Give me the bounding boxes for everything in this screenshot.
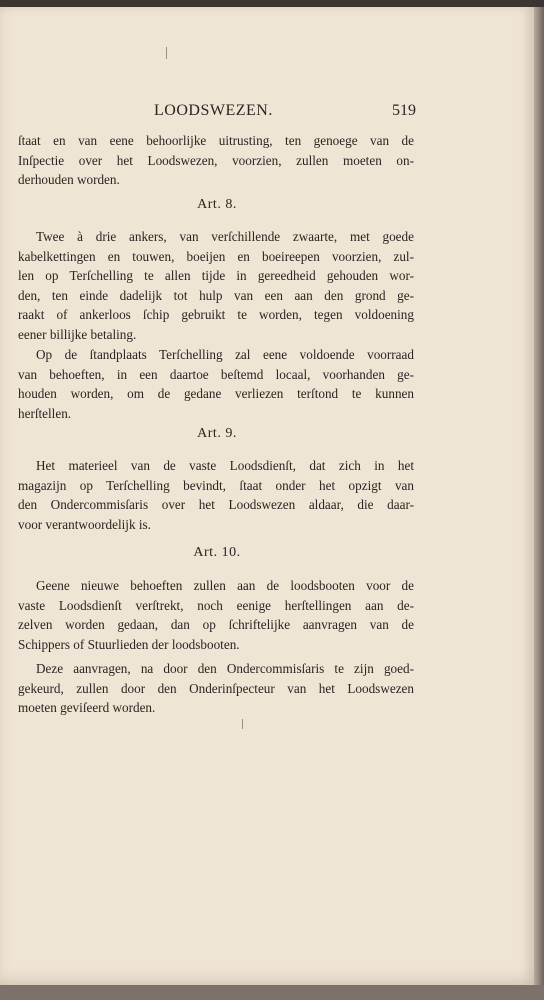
text-line: den Ondercommisſaris over het Loodswezen aldaar, die daar- xyxy=(18,497,414,513)
paragraph-art8-1 xyxy=(18,227,414,345)
paragraph-art8-2 xyxy=(18,345,414,423)
text-line: herſtellen. xyxy=(18,405,72,421)
paragraph-art10-1 xyxy=(18,576,414,654)
text-line: den, ten einde dadelijk tot hulp van een aan den grond ge- xyxy=(18,287,414,303)
text-line: vaste Loodsdienſt verſtrekt, noch eenige herſtellingen aan de- xyxy=(18,597,414,613)
scan-top-border xyxy=(0,0,544,7)
text-line: zelven worden gedaan, dan op ſchriftelijke aanvragen van de xyxy=(18,617,414,633)
text-line: Schippers of Stuurlieden der loodsbooten. xyxy=(18,636,240,652)
text-line: len op Terſchelling te allen tijde in gereedheid gehouden wor- xyxy=(18,268,414,284)
text-line: raakt of ankerloos ſchip gebruikt te worden, tegen voldoening xyxy=(18,307,414,323)
paragraph-art9 xyxy=(18,456,414,534)
text-line: Inſpectie over het Loodswezen, voorzien, zullen moeten on- xyxy=(18,152,414,168)
text-line: Op de ſtandplaats Terſchelling zal eene voldoende voorraad xyxy=(36,347,414,362)
page-edge-shadow xyxy=(534,7,544,985)
page-header xyxy=(136,102,416,124)
text-line: ſtaat en van eene behoorlijke uitrusting, ten genoege van de xyxy=(18,133,414,148)
text-line: Twee à drie ankers, van verſchillende zwaarte, met goede xyxy=(36,229,414,244)
article-heading-8: Art. 8. xyxy=(197,197,237,212)
text-line: houden worden, om de gedane verliezen terſtond te kunnen xyxy=(18,386,414,402)
scan-bottom-border xyxy=(0,985,544,1000)
text-line: van behoeften, in een daartoe beſtemd locaal, voorhanden ge- xyxy=(18,366,414,382)
text-line: magazijn op Terſchelling bevindt, ſtaat onder het opzigt van xyxy=(18,477,414,493)
text-line: moeten geviſeerd worden. xyxy=(18,700,156,716)
page-number: 519 xyxy=(392,102,416,119)
article-heading-10: Art. 10. xyxy=(193,545,241,560)
paper-mark xyxy=(242,719,243,729)
text-line: kabelkettingen en touwen, boeijen en boeireepen voorzien, zul- xyxy=(18,248,414,264)
paragraph-continuation xyxy=(18,131,414,190)
text-line: eener billijke betaling. xyxy=(18,326,137,342)
text-line: Het materieel van de vaste Loodsdienſt, dat zich in het xyxy=(36,458,414,473)
article-heading-9: Art. 9. xyxy=(197,426,237,441)
running-title: LOODSWEZEN. xyxy=(154,102,273,119)
text-line: Deze aanvragen, na door den Ondercommisſaris te zijn goed- xyxy=(36,661,414,676)
text-line: Geene nieuwe behoeften zullen aan de loodsbooten voor de xyxy=(36,578,414,593)
text-line: derhouden worden. xyxy=(18,172,120,188)
book-page xyxy=(0,7,534,985)
text-line: gekeurd, zullen door den Onderinſpecteur van het Loodswezen xyxy=(18,680,414,696)
text-line: voor verantwoordelijk is. xyxy=(18,516,151,532)
paragraph-art10-2 xyxy=(18,659,414,718)
paper-mark xyxy=(166,47,167,59)
